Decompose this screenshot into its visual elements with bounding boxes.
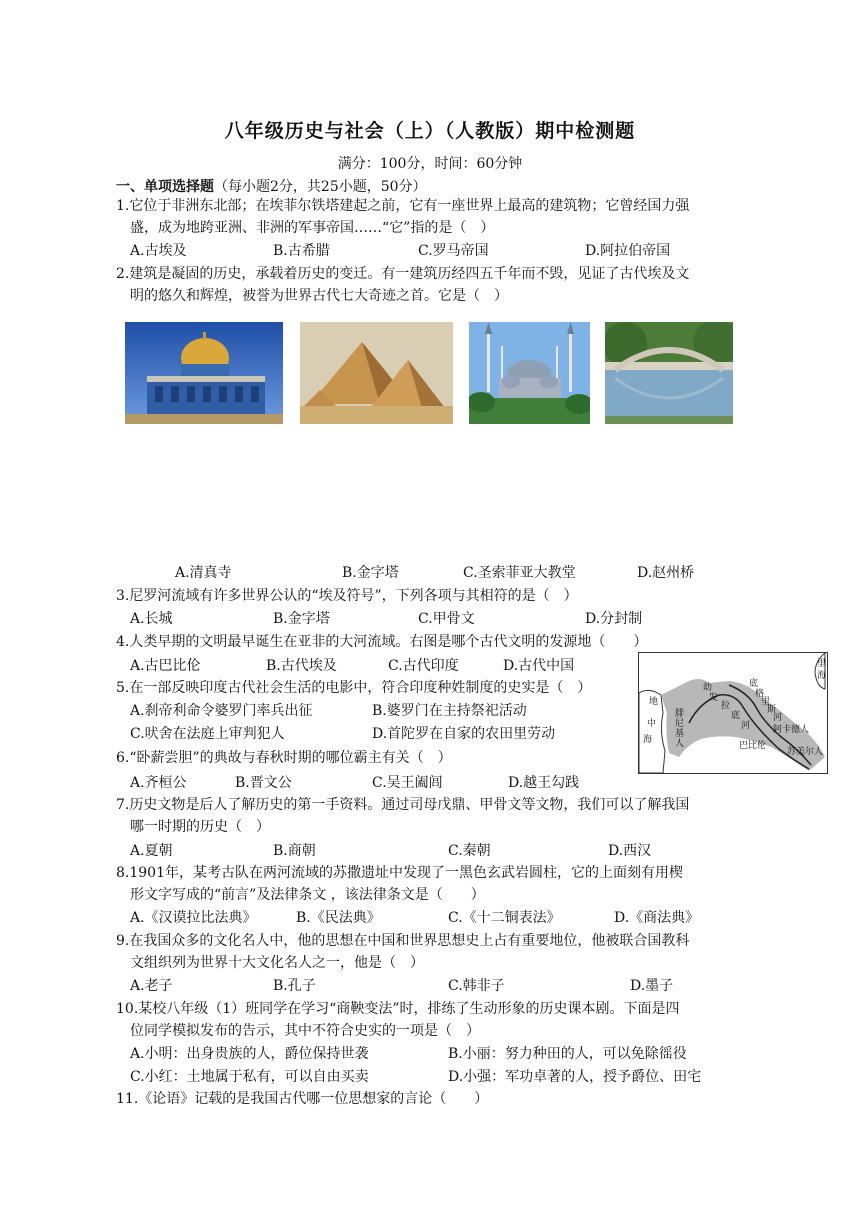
- q8-option-b: B.《民法典》: [296, 910, 381, 926]
- q4-option-d: D.古代中国: [503, 658, 575, 674]
- page-title: 八年级历史与社会（上）（人教版）期中检测题: [224, 120, 636, 142]
- map-label-caspian-1: 里: [817, 659, 827, 669]
- pyramids-image: [300, 322, 453, 424]
- q10-option-b: B.小丽：努力种田的人，可以免除徭役: [448, 1046, 687, 1062]
- q10-option-d: D.小强：军功卓著的人，授予爵位、田宅: [448, 1069, 702, 1085]
- question-10-line1: 10.某校八年级（1）班同学在学习“商鞅变法”时，排练了生动形象的历史课本剧。下面是四: [116, 1001, 680, 1017]
- q8-option-a: A.《汉谟拉比法典》: [130, 910, 257, 926]
- map-label-caspian-2: 海: [817, 671, 827, 681]
- map-label-euphrates-4: 底: [731, 711, 741, 721]
- q9-option-b: B.孔子: [273, 978, 316, 994]
- q1-option-c: C.罗马帝国: [418, 243, 489, 259]
- map-label-tigris-5: 河: [773, 713, 783, 723]
- q1-option-b: B.古希腊: [273, 243, 330, 259]
- q2-option-c: C.圣索菲亚大教堂: [463, 565, 576, 581]
- map-label-euphrates-2: 发: [709, 693, 719, 703]
- q1-option-a: A.古埃及: [130, 243, 187, 259]
- question-1-line1: 1.它位于非洲东北部；在埃菲尔铁塔建起之前，它有一座世界上最高的建筑物；它曾经国力强: [116, 198, 690, 214]
- map-label-akkad: 阿卡德人: [773, 725, 810, 735]
- map-label-euphrates-3: 拉: [721, 701, 731, 711]
- q2-option-b: B.金字塔: [342, 565, 399, 581]
- question-3: 3.尼罗河流域有许多世界公认的“埃及符号”，下列各项与其相符的是（ ）: [116, 588, 578, 604]
- map-label-tigris-4: 斯: [767, 705, 777, 715]
- question-5: 5.在一部反映印度古代社会生活的电影中，符合印度种姓制度的史实是（ ）: [116, 680, 592, 696]
- question-2-line1: 2.建筑是凝固的历史，承载着历史的变迁。有一建筑历经四五千年而不毁，见证了古代埃及文: [116, 266, 690, 282]
- q10-option-c: C.小红：土地属于私有，可以自由买卖: [130, 1069, 369, 1085]
- map-label-sea-2: 中: [647, 719, 657, 729]
- question-1-line2: 盛，成为地跨亚洲、非洲的军事帝国……“它”指的是（ ）: [130, 220, 495, 236]
- q6-option-d: D.越王勾践: [508, 775, 580, 791]
- q6-option-b: B.晋文公: [235, 775, 292, 791]
- question-9-line2: 文组织列为世界十大文化名人之一，他是（ ）: [130, 955, 424, 971]
- map-label-tigris-2: 格: [755, 689, 765, 699]
- section-heading-note: （每小题2分，共25小题，50分）: [214, 179, 427, 195]
- q3-option-b: B.金字塔: [273, 611, 330, 627]
- question-2-line2: 明的悠久和辉煌，被誉为世界古代七大奇迹之首。它是（ ）: [130, 288, 508, 304]
- question-8-line2: 形文字写成的“前言”及法律条文 ，该法律条文是（ ）: [130, 887, 485, 903]
- q3-option-c: C.甲骨文: [418, 611, 475, 627]
- q2-option-d: D.赵州桥: [637, 565, 695, 581]
- question-6: 6.“卧薪尝胆”的典故与春秋时期的哪位霸主有关（ ）: [116, 750, 452, 766]
- question-11: 11.《论语》记载的是我国古代哪一位思想家的言论（ ）: [116, 1091, 489, 1107]
- q3-option-a: A.长城: [130, 611, 173, 627]
- q2-option-a: A.清真寺: [175, 565, 232, 581]
- q7-option-b: B.商朝: [273, 843, 316, 859]
- q4-option-b: B.古代埃及: [266, 658, 337, 674]
- q10-option-a: A.小明：出身贵族的人，爵位保持世袭: [130, 1046, 369, 1062]
- q1-option-d: D.阿拉伯帝国: [585, 243, 671, 259]
- q6-option-c: C.吴王阖闾: [372, 775, 443, 791]
- q5-option-c: C.吠舍在法庭上审判犯人: [130, 726, 285, 742]
- section-heading: [116, 176, 427, 196]
- map-label-babylon: 巴比伦: [739, 741, 767, 751]
- q4-option-a: A.古巴比伦: [130, 658, 201, 674]
- question-9-line1: 9.在我国众多的文化名人中，他的思想在中国和世界思想史上占有重要地位，他被联合国教科: [116, 933, 690, 949]
- map-label-tigris-3: 里: [761, 697, 771, 707]
- q4-option-c: C.古代印度: [388, 658, 459, 674]
- q7-option-d: D.西汉: [608, 843, 652, 859]
- question-8-line1: 8.1901年，某考古队在两河流域的苏撒遗址中发现了一黑色玄武岩圆柱，它的上面刻有用楔: [116, 865, 683, 881]
- zhaozhou-bridge-image: [605, 322, 733, 424]
- exam-info: 满分：100分，时间：60分钟: [337, 156, 523, 172]
- q9-option-d: D.墨子: [630, 978, 674, 994]
- map-label-sea-1: 地: [649, 697, 659, 707]
- q9-option-c: C.韩非子: [448, 978, 505, 994]
- section-heading-bold: 一、单项选择题: [116, 179, 214, 195]
- q8-option-c: C.《十二铜表法》: [448, 910, 561, 926]
- mesopotamia-map: [638, 652, 828, 774]
- q7-option-a: A.夏朝: [130, 843, 173, 859]
- q5-option-b: B.婆罗门在主持祭祀活动: [372, 703, 527, 719]
- q8-option-d: D.《商法典》: [614, 910, 700, 926]
- map-label-sumer: 苏美尔人: [787, 747, 824, 757]
- map-label-tigris-1: 底: [749, 679, 759, 689]
- question-10-line2: 位同学模拟发布的告示，其中不符合史实的一项是（ ）: [130, 1023, 480, 1039]
- question-7-line2: 哪一时期的历史（ ）: [130, 819, 270, 835]
- q5-option-d: D.首陀罗在自家的农田里劳动: [372, 726, 556, 742]
- q5-option-a: A.刹帝利命令婆罗门率兵出征: [130, 703, 313, 719]
- q7-option-c: C.秦朝: [448, 843, 491, 859]
- question-4: 4.人类早期的文明最早诞生在亚非的大河流域。右图是哪个古代文明的发源地（ ）: [116, 634, 648, 650]
- map-label-euphrates-5: 河: [741, 721, 751, 731]
- map-label-sea-3: 海: [643, 735, 653, 745]
- question-7-line1: 7.历史文物是后人了解历史的第一手资料。通过司母戊鼎、甲骨文等文物，我们可以了解我国: [116, 797, 690, 813]
- map-label-phoenicia: 腓尼基人: [675, 709, 685, 749]
- q9-option-a: A.老子: [130, 978, 173, 994]
- q3-option-d: D.分封制: [585, 611, 643, 627]
- hagia-sophia-image: [469, 322, 590, 424]
- q6-option-a: A.齐桓公: [130, 775, 187, 791]
- dome-of-the-rock-image: [125, 322, 283, 424]
- map-label-euphrates-1: 幼: [703, 683, 713, 693]
